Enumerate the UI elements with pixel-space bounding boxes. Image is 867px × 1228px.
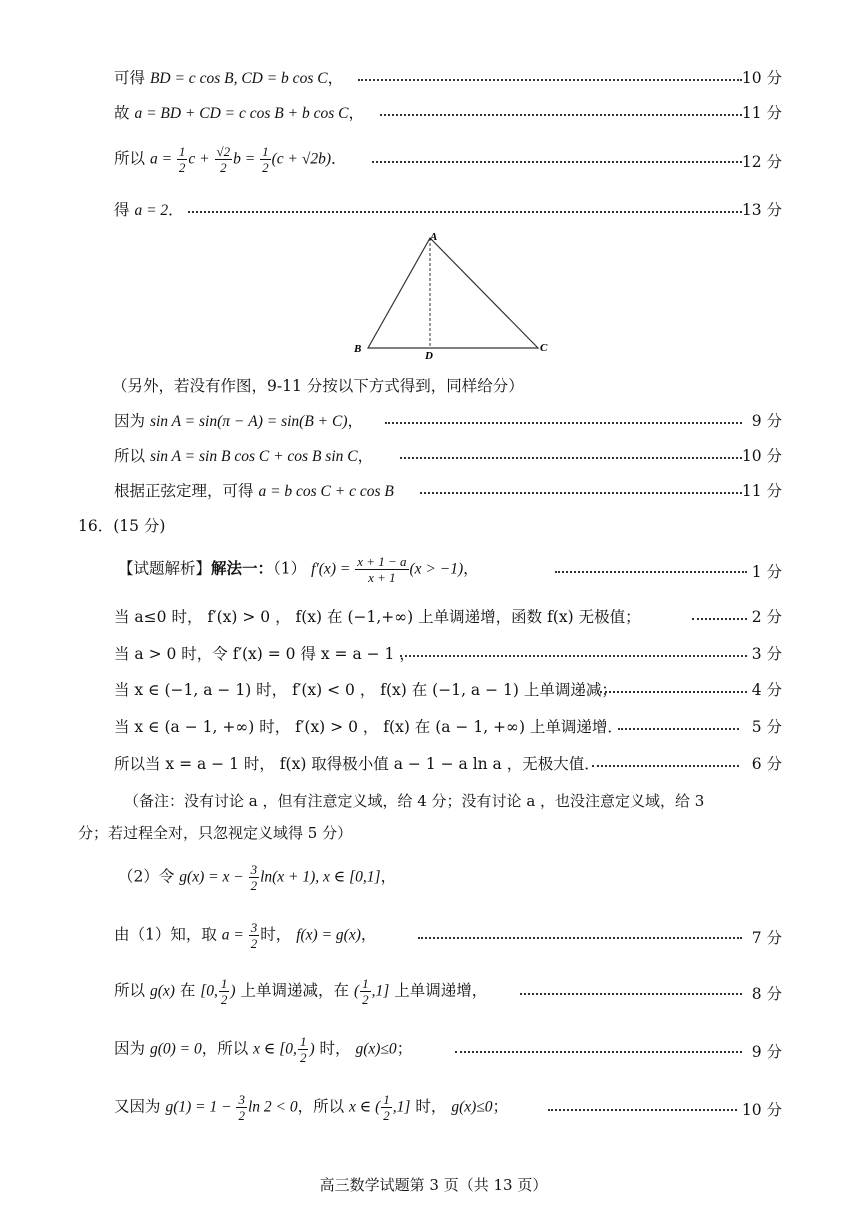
line-text: 当 x ∈ (a − 1, +∞) 时， f′(x) > 0 ， f(x) 在 (a − 1, +∞) 上单调递增． (114, 718, 623, 736)
dot-leader (520, 993, 742, 995)
score-label: 5 分 (751, 718, 782, 736)
fraction (249, 920, 260, 951)
dot-leader (385, 422, 742, 424)
fraction-denominator: 2 (362, 992, 369, 1007)
solution-line-12 (0, 142, 867, 182)
score-label: 9 分 (751, 1043, 782, 1061)
q16-line-10 (0, 1090, 867, 1130)
math-expr: sin A = sin(π − A) = sin(B + C) (149, 413, 348, 430)
math-expr: g(1) = 1 − (165, 1098, 236, 1116)
triangle-abc (368, 238, 538, 348)
dot-leader (418, 937, 742, 939)
fraction-numerator: 3 (238, 1092, 245, 1107)
math-expr: f′(x) = (311, 560, 355, 578)
math-expr: b = (233, 150, 260, 168)
line-text: （1） (273, 559, 312, 578)
line-text: （2）令 (118, 867, 180, 886)
fraction (298, 1034, 309, 1065)
fraction (381, 1092, 392, 1123)
dot-leader (592, 765, 739, 767)
score-label: 2 分 (751, 608, 782, 626)
q16-line-7 (0, 918, 867, 958)
fraction (355, 554, 408, 585)
alternative-note: （另外，若没有作图，9-11 分按以下方式得到，同样给分） (112, 377, 524, 395)
math-expr: ) (230, 982, 236, 1000)
line-text: 得 (114, 201, 135, 219)
fraction (249, 862, 260, 893)
fraction-denominator: 2 (238, 1108, 245, 1123)
line-text: 当 x ∈ (−1, a − 1) 时， f′(x) < 0 ， f(x) 在 (−1, a − 1) 上单调递减； (114, 681, 617, 699)
fraction-numerator: 1 (383, 1092, 390, 1107)
math-expr: ln(x + 1), x ∈ [0,1] (260, 868, 381, 886)
fraction-denominator: 2 (250, 878, 258, 893)
math-expr: ,1] (371, 982, 390, 1000)
remark-line-2: 分；若过程全对，只忽视定义域得 5 分） (78, 824, 353, 842)
dot-leader (358, 79, 742, 81)
dot-leader (555, 571, 747, 573)
fraction-numerator: 1 (262, 144, 269, 159)
fraction (260, 144, 271, 175)
line-text: 上单调递减，在 (235, 981, 354, 1000)
line-text: 所以 (114, 447, 150, 465)
math-expr: ,1] (392, 1098, 411, 1116)
line-text: ，所以 (201, 1039, 254, 1058)
q16-line-9 (0, 1032, 867, 1072)
alt-line-10 (0, 444, 867, 474)
line-text: 根据正弦定理，可得 (114, 482, 259, 500)
math-expr: a = b cos C + c cos B (258, 483, 394, 500)
q16-line-6 (0, 752, 867, 782)
dot-leader (692, 618, 747, 620)
math-expr: a = 2 (134, 202, 169, 219)
fraction-denominator: 2 (299, 1050, 307, 1065)
line-punct: ， (380, 867, 397, 886)
line-text: 时， (260, 925, 297, 944)
line-punct: ； (492, 1097, 509, 1116)
math-expr: x ∈ ( (349, 1098, 381, 1116)
line-punct: ； (396, 1039, 413, 1058)
dot-leader (400, 457, 742, 459)
score-label: 7 分 (751, 929, 782, 947)
math-expr: a = (221, 926, 248, 944)
alt-line-11 (0, 479, 867, 509)
math-expr: BD = c cos B, CD = b cos C (149, 70, 328, 87)
alt-line-9 (0, 409, 867, 439)
fraction-numerator: x + 1 − a (357, 554, 407, 569)
q16-line-8 (0, 974, 867, 1014)
line-text: 在 (174, 981, 201, 1000)
math-expr: g(0) = 0 (149, 1040, 202, 1058)
score-label: 8 分 (751, 985, 782, 1003)
math-expr: g(x)≤0 (451, 1098, 493, 1116)
vertex-b-label: B (354, 343, 362, 355)
fraction-numerator: 1 (220, 976, 228, 991)
dot-leader (600, 691, 747, 693)
line-punct: ， (357, 447, 374, 465)
line-text: 可得 (114, 69, 150, 87)
score-label: 9 分 (751, 412, 782, 430)
fraction-numerator: √2 (216, 144, 231, 159)
fraction (219, 976, 230, 1007)
math-expr: ln 2 < 0 (247, 1098, 298, 1116)
line-punct: ． (168, 201, 184, 219)
dot-leader (618, 728, 739, 730)
line-text: 由（1）知，取 (114, 925, 222, 944)
line-text: ，所以 (297, 1097, 350, 1116)
score-label: 6 分 (751, 755, 782, 773)
fraction-numerator: 3 (250, 920, 258, 935)
line-punct: ． (331, 149, 347, 168)
triangle-figure (350, 228, 560, 363)
q16-part2-line (0, 860, 867, 900)
score-label: 1 分 (751, 563, 782, 581)
score-label: 10 分 (741, 69, 782, 87)
line-text: 因为 (114, 412, 150, 430)
dot-leader (372, 161, 742, 163)
fraction-denominator: 2 (178, 160, 186, 175)
dot-leader (455, 1051, 742, 1053)
line-text: 因为 (114, 1039, 150, 1058)
math-expr: a = (149, 150, 176, 168)
score-label: 10 分 (741, 1101, 782, 1119)
vertex-c-label: C (540, 342, 548, 354)
fraction-denominator: 2 (383, 1108, 390, 1123)
math-expr: (x > −1) (409, 560, 464, 578)
line-text: 所以 (114, 149, 150, 168)
dot-leader (548, 1109, 737, 1111)
q16-line-2 (0, 605, 867, 635)
fraction-denominator: 2 (220, 992, 228, 1007)
point-d-label: D (425, 350, 433, 362)
score-label: 12 分 (741, 153, 782, 171)
line-punct: ， (360, 925, 377, 944)
solution-line-11 (0, 101, 867, 131)
math-expr: g(x) (149, 982, 175, 1000)
math-expr: g(x)≤0 (355, 1040, 397, 1058)
q16-line-3 (0, 642, 867, 672)
dot-leader (380, 114, 742, 116)
score-label: 10 分 (741, 447, 782, 465)
dot-leader (420, 492, 742, 494)
fraction-numerator: 1 (362, 976, 369, 991)
vertex-a-label: A (430, 231, 438, 243)
math-expr: g(x) = x − (179, 868, 248, 886)
fraction-denominator: 2 (262, 160, 269, 175)
line-text: 时， (410, 1097, 452, 1116)
math-expr: f(x) = g(x) (296, 926, 361, 944)
line-text: 所以当 x = a − 1 时， f(x) 取得极小值 a − 1 − a ln a ，无极大值． (114, 755, 600, 773)
fraction-denominator: 2 (250, 936, 258, 951)
line-punct: ， (348, 104, 364, 122)
remark-line-1: （备注：没有讨论 a ，但有注意定义域，给 4 分；没有讨论 a ，也没注意定义域，给 3 (124, 792, 705, 810)
q16-line-4 (0, 678, 867, 708)
method-label: 解法一： (211, 558, 274, 578)
line-text: 时， (314, 1039, 356, 1058)
fraction (215, 144, 233, 175)
line-text: 当 a≤0 时， f′(x) > 0 ， f(x) 在 (−1,+∞) 上单调递增，函数 f(x) 无极值； (114, 608, 641, 626)
page-footer: 高三数学试题第 3 页（共 13 页） (319, 1176, 548, 1194)
math-expr: ) (309, 1040, 315, 1058)
solution-line-10 (0, 66, 867, 96)
dot-leader (400, 655, 747, 657)
fraction-numerator: 1 (299, 1034, 307, 1049)
solution-line-13 (0, 198, 867, 228)
fraction (236, 1092, 247, 1123)
fraction (360, 976, 371, 1007)
math-expr: ( (353, 982, 360, 1000)
score-label: 4 分 (751, 681, 782, 699)
math-expr: (c + √2b) (271, 150, 332, 168)
score-label: 11 分 (741, 482, 782, 500)
line-text: 所以 (114, 981, 150, 1000)
analysis-tag: 【试题解析】 (118, 559, 212, 578)
question-16-heading: 16．(15 分) (78, 517, 166, 535)
dot-leader (188, 211, 742, 213)
math-expr: c + (188, 150, 214, 168)
line-text: 故 (114, 104, 135, 122)
fraction-denominator: 2 (220, 160, 227, 175)
math-expr: a = BD + CD = c cos B + b cos C (134, 105, 349, 122)
fraction (177, 144, 188, 175)
fraction-denominator: x + 1 (368, 570, 396, 585)
score-label: 13 分 (741, 201, 782, 219)
line-text: 当 a > 0 时，令 f′(x) = 0 得 x = a − 1 ， (114, 645, 415, 663)
math-expr: sin A = sin B cos C + cos B sin C (149, 448, 358, 465)
line-text: 上单调递增， (389, 981, 488, 1000)
line-punct: ， (463, 559, 479, 578)
math-expr: [0, (200, 982, 218, 1000)
line-punct: ， (327, 69, 344, 87)
q16-line-1 (0, 552, 867, 592)
fraction-numerator: 1 (178, 144, 186, 159)
q16-line-5 (0, 715, 867, 745)
score-label: 3 分 (751, 645, 782, 663)
fraction-numerator: 3 (250, 862, 258, 877)
math-expr: x ∈ [0, (253, 1040, 297, 1058)
line-text: 又因为 (114, 1097, 166, 1116)
line-punct: ， (347, 412, 364, 430)
score-label: 11 分 (741, 104, 782, 122)
